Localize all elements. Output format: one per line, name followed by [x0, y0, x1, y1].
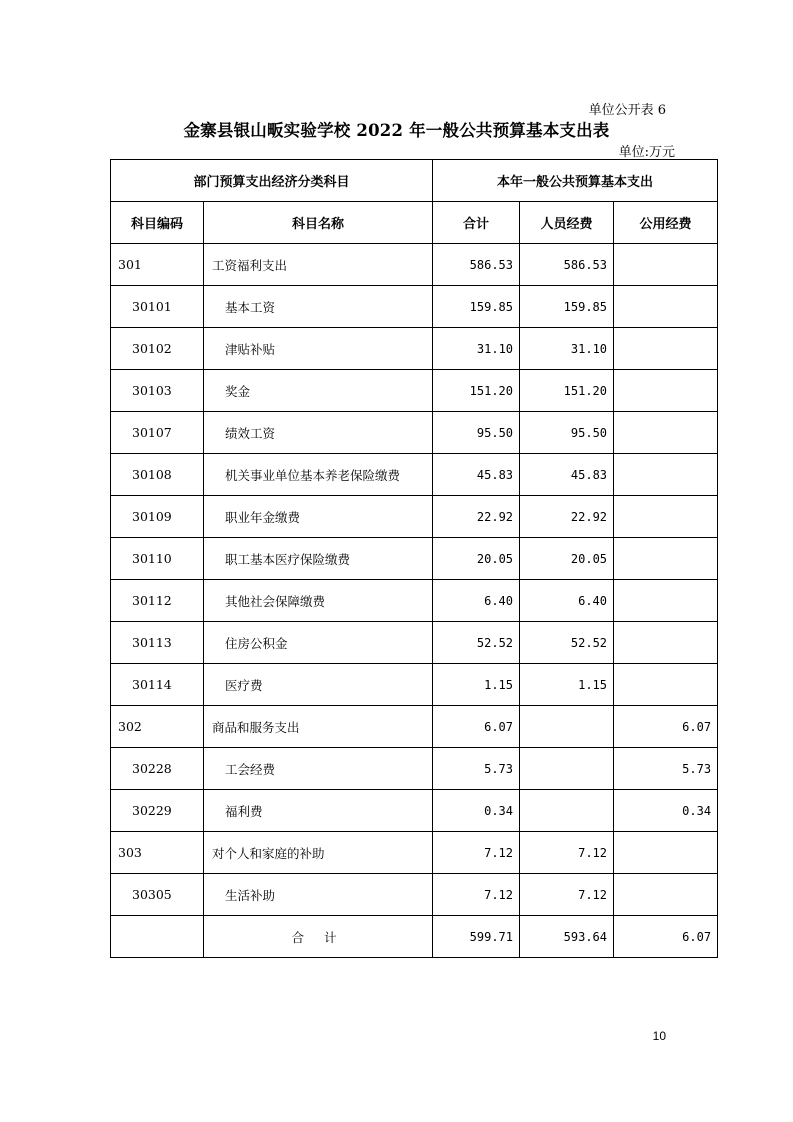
- row-personnel: 151.20: [520, 370, 614, 412]
- total-row-label: 合 计: [204, 916, 433, 958]
- row-name: 津贴补贴: [204, 328, 433, 370]
- row-name: 医疗费: [204, 664, 433, 706]
- table-row: [111, 622, 718, 664]
- row-personnel: 1.15: [520, 664, 614, 706]
- row-public: [614, 664, 718, 706]
- row-personnel: 52.52: [520, 622, 614, 664]
- row-code: 30112: [111, 580, 204, 622]
- row-code: 30229: [111, 790, 204, 832]
- table-row: [111, 748, 718, 790]
- total-row-personnel: 593.64: [520, 916, 614, 958]
- row-total: 20.05: [433, 538, 520, 580]
- row-public: [614, 538, 718, 580]
- unit-label: 单位:万元: [618, 145, 675, 160]
- row-name: 基本工资: [204, 286, 433, 328]
- row-personnel: 159.85: [520, 286, 614, 328]
- table-row: [111, 454, 718, 496]
- row-code: 30101: [111, 286, 204, 328]
- column-header-personnel: 人员经费: [520, 202, 614, 244]
- table-row: [111, 496, 718, 538]
- row-personnel: [520, 790, 614, 832]
- row-total: 6.40: [433, 580, 520, 622]
- column-header-row: [111, 202, 718, 244]
- row-code: 30107: [111, 412, 204, 454]
- row-personnel: 45.83: [520, 454, 614, 496]
- row-total: 52.52: [433, 622, 520, 664]
- page-number: 10: [652, 1029, 666, 1043]
- row-personnel: [520, 748, 614, 790]
- total-row: [111, 916, 718, 958]
- table-row: [111, 790, 718, 832]
- row-public: [614, 328, 718, 370]
- row-total: 0.34: [433, 790, 520, 832]
- row-public: [614, 622, 718, 664]
- row-personnel: 7.12: [520, 874, 614, 916]
- row-total: 151.20: [433, 370, 520, 412]
- group-header-row: [111, 160, 718, 202]
- form-label: 单位公开表 6: [588, 103, 666, 118]
- row-code: 303: [111, 832, 204, 874]
- table-body: [111, 244, 718, 916]
- row-public: [614, 412, 718, 454]
- row-public: [614, 874, 718, 916]
- row-name: 奖金: [204, 370, 433, 412]
- row-total: 22.92: [433, 496, 520, 538]
- group-header-expenditure: 本年一般公共预算基本支出: [433, 160, 718, 202]
- table-row: [111, 328, 718, 370]
- row-name: 商品和服务支出: [204, 706, 433, 748]
- row-name: 其他社会保障缴费: [204, 580, 433, 622]
- row-code: 30110: [111, 538, 204, 580]
- table-row: [111, 538, 718, 580]
- row-total: 1.15: [433, 664, 520, 706]
- row-public: 5.73: [614, 748, 718, 790]
- table-row: [111, 244, 718, 286]
- row-name: 对个人和家庭的补助: [204, 832, 433, 874]
- row-code: 302: [111, 706, 204, 748]
- row-name: 生活补助: [204, 874, 433, 916]
- row-total: 159.85: [433, 286, 520, 328]
- table-row: [111, 412, 718, 454]
- row-total: 95.50: [433, 412, 520, 454]
- table-row: [111, 706, 718, 748]
- row-name: 职业年金缴费: [204, 496, 433, 538]
- row-code: 30102: [111, 328, 204, 370]
- row-total: 31.10: [433, 328, 520, 370]
- row-name: 职工基本医疗保险缴费: [204, 538, 433, 580]
- row-name: 福利费: [204, 790, 433, 832]
- row-code: 301: [111, 244, 204, 286]
- row-personnel: [520, 706, 614, 748]
- row-name: 住房公积金: [204, 622, 433, 664]
- row-code: 30108: [111, 454, 204, 496]
- row-total: 586.53: [433, 244, 520, 286]
- row-public: [614, 580, 718, 622]
- row-public: [614, 244, 718, 286]
- table-row: [111, 874, 718, 916]
- row-personnel: 586.53: [520, 244, 614, 286]
- table-row: [111, 286, 718, 328]
- table-row: [111, 832, 718, 874]
- row-public: 6.07: [614, 706, 718, 748]
- row-total: 5.73: [433, 748, 520, 790]
- row-name: 工资福利支出: [204, 244, 433, 286]
- row-personnel: 22.92: [520, 496, 614, 538]
- row-personnel: 7.12: [520, 832, 614, 874]
- group-header-classification: 部门预算支出经济分类科目: [111, 160, 433, 202]
- row-code: 30103: [111, 370, 204, 412]
- row-public: 0.34: [614, 790, 718, 832]
- budget-table: [110, 159, 718, 958]
- row-public: [614, 370, 718, 412]
- total-row-public: 6.07: [614, 916, 718, 958]
- row-total: 7.12: [433, 874, 520, 916]
- row-code: 30228: [111, 748, 204, 790]
- row-personnel: 31.10: [520, 328, 614, 370]
- row-total: 6.07: [433, 706, 520, 748]
- total-row-code: [111, 916, 204, 958]
- table-row: [111, 370, 718, 412]
- row-total: 7.12: [433, 832, 520, 874]
- total-row-total: 599.71: [433, 916, 520, 958]
- row-code: 30113: [111, 622, 204, 664]
- row-personnel: 95.50: [520, 412, 614, 454]
- table-row: [111, 664, 718, 706]
- row-public: [614, 496, 718, 538]
- column-header-name: 科目名称: [204, 202, 433, 244]
- row-name: 绩效工资: [204, 412, 433, 454]
- row-personnel: 6.40: [520, 580, 614, 622]
- row-name: 工会经费: [204, 748, 433, 790]
- row-total: 45.83: [433, 454, 520, 496]
- column-header-code: 科目编码: [111, 202, 204, 244]
- row-public: [614, 454, 718, 496]
- row-name: 机关事业单位基本养老保险缴费: [204, 454, 433, 496]
- row-personnel: 20.05: [520, 538, 614, 580]
- column-header-total: 合计: [433, 202, 520, 244]
- row-public: [614, 832, 718, 874]
- row-code: 30109: [111, 496, 204, 538]
- row-code: 30305: [111, 874, 204, 916]
- table-row: [111, 580, 718, 622]
- page-title: 金寨县银山畈实验学校 2022 年一般公共预算基本支出表: [183, 121, 610, 140]
- row-public: [614, 286, 718, 328]
- row-code: 30114: [111, 664, 204, 706]
- column-header-public: 公用经费: [614, 202, 718, 244]
